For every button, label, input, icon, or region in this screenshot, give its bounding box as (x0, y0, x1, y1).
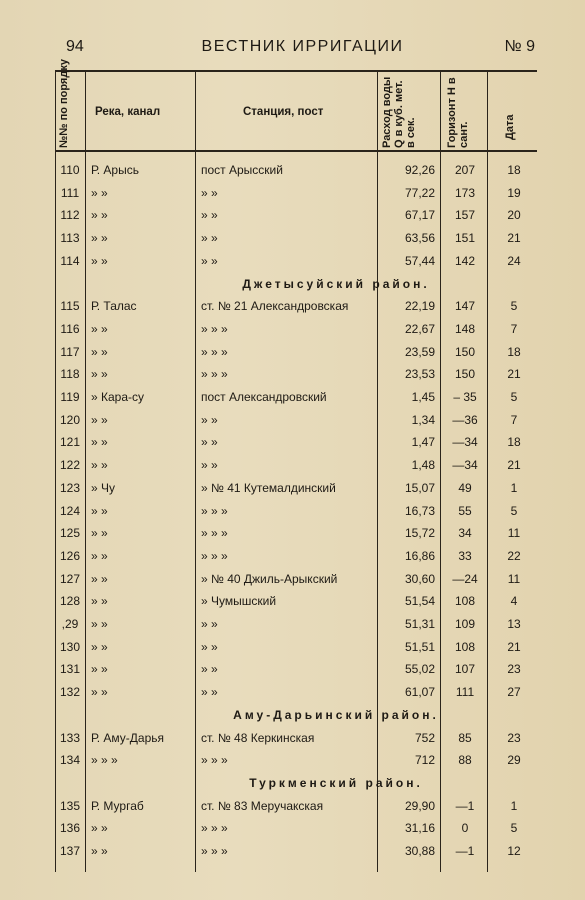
row-date: 13 (507, 617, 521, 631)
row-date: 23 (507, 662, 521, 677)
row-discharge: 30,60 (404, 571, 435, 586)
row-level: 150 (454, 344, 476, 359)
row-level: 173 (454, 185, 476, 200)
row-level: – 35 (453, 390, 477, 404)
row-station: » № 40 Джиль-Арыкский (201, 571, 338, 586)
row-discharge: 22,67 (404, 321, 435, 336)
row-station: » » (201, 685, 218, 700)
row-date: 29 (507, 753, 521, 768)
row-discharge: 15,72 (404, 526, 435, 541)
row-index: 134 (59, 753, 81, 768)
row-level: 111 (455, 685, 475, 700)
row-index: 128 (59, 594, 81, 609)
row-river: » » (91, 344, 108, 359)
section-heading: Джетысуйский район. (242, 276, 430, 291)
row-station: » » (201, 253, 218, 268)
row-level: 151 (454, 231, 476, 246)
row-date: 20 (507, 208, 521, 223)
row-level: 55 (458, 503, 472, 518)
row-date: 18 (507, 435, 521, 450)
row-river: Р. Мургаб (91, 798, 144, 813)
row-index: 122 (59, 458, 81, 473)
row-river: » » (91, 208, 108, 223)
row-level: 148 (454, 321, 476, 336)
row-discharge: 77,22 (404, 185, 435, 200)
table-rule (195, 72, 196, 872)
row-river: » » (91, 844, 108, 858)
row-discharge: 51,51 (404, 639, 435, 654)
row-index: 117 (60, 344, 80, 359)
row-discharge: 63,56 (404, 231, 435, 246)
row-discharge: 16,86 (404, 548, 435, 563)
row-station: » » (201, 412, 218, 427)
row-date: 4 (510, 594, 518, 609)
row-date: 22 (507, 548, 521, 563)
hydrology-table (55, 59, 537, 872)
row-discharge: 22,19 (404, 299, 435, 314)
row-level: —34 (452, 435, 478, 450)
row-index: 123 (59, 480, 81, 495)
row-index: 132 (59, 685, 81, 700)
row-index: 125 (59, 526, 81, 541)
row-discharge: 67,17 (404, 208, 435, 223)
row-index: 135 (59, 798, 81, 813)
row-station: » » » (201, 821, 228, 836)
row-index: 116 (60, 321, 80, 336)
row-level: 33 (458, 548, 472, 563)
col-header-index: №№ по порядку (58, 59, 70, 148)
row-level: —36 (452, 412, 478, 427)
row-station: » » (201, 662, 218, 677)
row-river: » » (91, 321, 108, 336)
row-date: 12 (507, 844, 521, 858)
row-station: » » (201, 458, 218, 473)
header-rule (55, 150, 537, 152)
row-river: » » (91, 571, 108, 586)
issue-number: № 9 (504, 38, 535, 55)
row-index: 111 (60, 185, 80, 200)
row-level: 34 (458, 526, 472, 541)
row-index: 126 (59, 548, 81, 563)
row-date: 27 (507, 685, 521, 700)
row-station: ст. № 48 Керкинская (201, 730, 315, 745)
row-river: » » » (91, 753, 118, 768)
row-station: пост Александровский (201, 390, 327, 404)
row-discharge: 23,53 (404, 367, 435, 382)
row-date: 5 (510, 299, 518, 314)
row-river: » » (91, 685, 108, 700)
row-index: 119 (60, 390, 80, 404)
row-level: 147 (454, 299, 476, 314)
row-station: » » (201, 208, 218, 223)
row-station: ст. № 83 Меручакская (201, 798, 324, 813)
row-date: 5 (510, 390, 518, 404)
row-level: —34 (452, 458, 478, 473)
row-river: » » (91, 458, 108, 473)
row-discharge: 61,07 (404, 685, 435, 700)
row-station: » » (201, 639, 218, 654)
row-discharge: 51,54 (404, 594, 435, 609)
row-discharge: 1,47 (411, 435, 435, 450)
row-discharge: 752 (414, 730, 435, 745)
row-station: » » » (201, 367, 228, 382)
row-date: 5 (510, 821, 518, 836)
row-index: 114 (60, 253, 80, 268)
row-station: » Чумышский (201, 594, 277, 609)
row-discharge: 1,34 (411, 412, 435, 427)
row-station: » » (201, 231, 218, 246)
row-index: 137 (59, 844, 81, 858)
row-level: —1 (455, 844, 475, 858)
row-index: 136 (59, 821, 81, 836)
row-level: 85 (458, 730, 472, 745)
row-index: 112 (60, 208, 80, 223)
row-river: Р. Арысь (91, 163, 139, 177)
row-river: » » (91, 821, 108, 836)
row-date: 11 (507, 571, 521, 586)
row-index: ,29 (61, 617, 79, 631)
row-station: » » » (201, 344, 228, 359)
section-heading: Аму-Дарьинский район. (233, 707, 439, 722)
row-river: Р. Аму-Дарья (91, 730, 165, 745)
row-level: 0 (461, 821, 469, 836)
row-station: » № 41 Кутемалдинский (201, 480, 336, 495)
row-index: 110 (60, 163, 80, 177)
row-discharge: 51,31 (404, 617, 435, 631)
row-river: » » (91, 231, 108, 246)
row-discharge: 1,45 (411, 390, 435, 404)
row-index: 113 (60, 231, 80, 246)
row-river: » » (91, 185, 108, 200)
row-level: 150 (454, 367, 476, 382)
row-index: 127 (59, 571, 81, 586)
row-river: » Чу (91, 480, 116, 495)
row-discharge: 16,73 (404, 503, 435, 518)
row-station: ст. № 21 Александровская (201, 299, 349, 314)
col-header-discharge: Расход воды Q в куб. мет. в сек. (381, 76, 417, 148)
table-rule (440, 72, 441, 872)
row-discharge: 30,88 (404, 844, 435, 858)
row-station: » » » (201, 753, 228, 768)
row-index: 131 (59, 662, 81, 677)
row-discharge: 92,26 (404, 163, 435, 177)
row-level: 157 (454, 208, 476, 223)
row-date: 5 (510, 503, 518, 518)
row-level: —24 (452, 571, 478, 586)
row-station: » » (201, 617, 218, 631)
row-index: 120 (59, 412, 81, 427)
row-date: 18 (507, 163, 521, 177)
row-river: » » (91, 503, 108, 518)
row-date: 1 (510, 798, 518, 813)
row-river: » » (91, 526, 108, 541)
page-number: 94 (66, 38, 84, 55)
row-river: » » (91, 617, 108, 631)
row-station: » » » (201, 526, 228, 541)
row-river: » » (91, 435, 108, 450)
row-station: пост Арысский (201, 163, 283, 177)
row-station: » » (201, 435, 218, 450)
row-level: 142 (454, 253, 476, 268)
row-river: Р. Талас (91, 299, 137, 314)
row-date: 21 (507, 231, 521, 246)
row-discharge: 23,59 (404, 344, 435, 359)
row-station: » » » (201, 321, 228, 336)
row-river: » » (91, 367, 108, 382)
row-discharge: 31,16 (404, 821, 435, 836)
row-date: 18 (507, 344, 521, 359)
row-index: 118 (60, 367, 80, 382)
running-head (60, 38, 545, 60)
row-level: 207 (454, 163, 476, 177)
row-level: 108 (454, 639, 476, 654)
row-index: 124 (59, 503, 81, 518)
row-river: » » (91, 253, 108, 268)
row-date: 24 (507, 253, 521, 268)
row-level: 109 (454, 617, 476, 631)
row-index: 130 (59, 639, 81, 654)
journal-title: ВЕСТНИК ИРРИГАЦИИ (201, 38, 404, 55)
row-date: 21 (507, 367, 521, 382)
row-level: —1 (455, 798, 475, 813)
row-river: » » (91, 548, 108, 563)
row-index: 121 (59, 435, 81, 450)
col-header-level: Горизонт H в сант. (446, 77, 470, 148)
row-date: 23 (507, 730, 521, 745)
col-header-station: Станция, пост (243, 106, 324, 118)
row-date: 21 (507, 639, 521, 654)
row-discharge: 15,07 (404, 480, 435, 495)
row-river: » » (91, 639, 108, 654)
row-discharge: 712 (414, 753, 435, 768)
row-discharge: 29,90 (404, 798, 435, 813)
row-level: 88 (458, 753, 472, 768)
row-index: 133 (59, 730, 81, 745)
row-discharge: 57,44 (404, 253, 435, 268)
row-level: 49 (458, 480, 472, 495)
row-date: 11 (507, 526, 521, 541)
row-discharge: 55,02 (404, 662, 435, 677)
row-river: » Кара-су (91, 390, 145, 404)
col-header-river: Река, канал (95, 106, 161, 118)
row-station: » » » (201, 548, 228, 563)
row-date: 19 (507, 185, 521, 200)
row-level: 107 (454, 662, 476, 677)
row-river: » » (91, 412, 108, 427)
row-river: » » (91, 594, 108, 609)
row-level: 108 (454, 594, 476, 609)
row-station: » » » (201, 844, 228, 858)
col-header-date: Дата (504, 114, 516, 140)
row-discharge: 1,48 (411, 458, 435, 473)
row-station: » » » (201, 503, 228, 518)
row-date: 1 (510, 480, 518, 495)
row-station: » » (201, 185, 218, 200)
table-rule (487, 72, 488, 872)
table-rule (85, 72, 86, 872)
row-date: 21 (507, 458, 521, 473)
row-date: 7 (510, 412, 518, 427)
row-date: 7 (510, 321, 518, 336)
row-index: 115 (60, 299, 80, 314)
section-heading: Туркменский район. (249, 775, 423, 790)
row-river: » » (91, 662, 108, 677)
